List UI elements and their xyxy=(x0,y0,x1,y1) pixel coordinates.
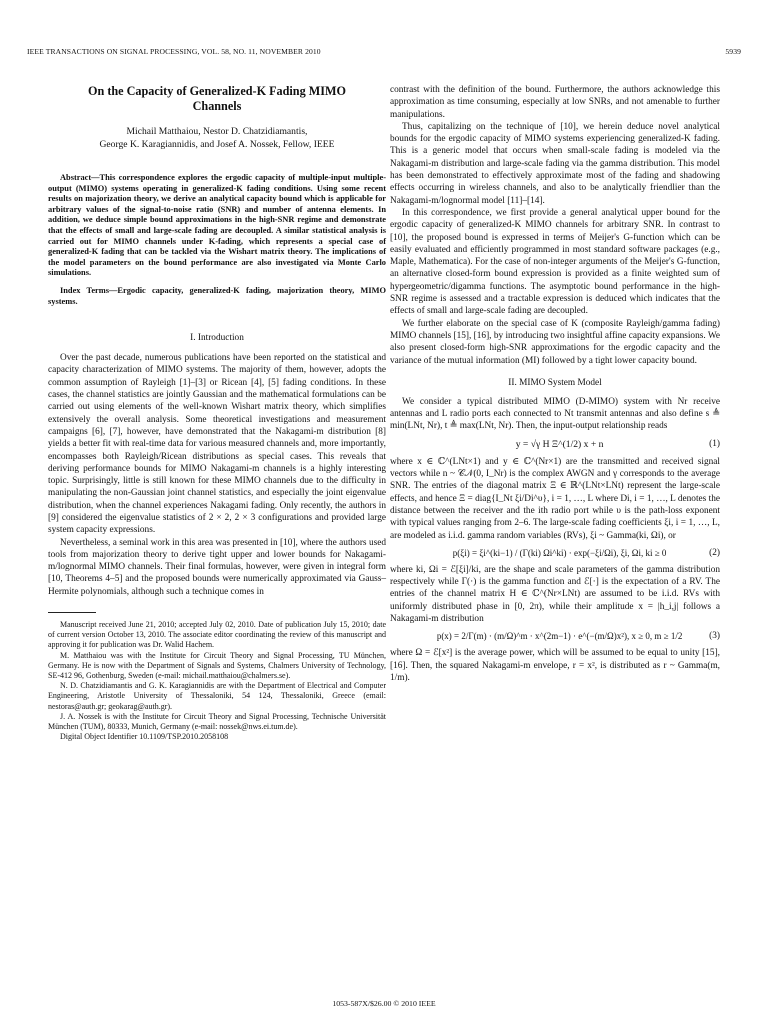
left-column xyxy=(48,84,386,743)
page-number: 5939 xyxy=(725,47,741,56)
section-heading-model: II. MIMO System Model xyxy=(508,377,602,388)
paragraph: We further elaborate on the special case of K (composite Rayleigh/gamma fading) MIMO channels [15], [16], by introducing two insightful affine capacity expansions. We also present closed-form high-SNR approximations for the ergodic capacity and the variance of the mutual information (MI) followed by a tight lower capacity bound. xyxy=(390,318,720,366)
footnote: N. D. Chatzidiamantis and G. K. Karagiannidis are with the Department of Electrical and Computer Engineering, Aristotle University of Thessaloniki, 54 124, Thessaloniki, Greece (email: nestoras@auth.gr; geokarag@auth.gr). xyxy=(48,681,386,711)
equation-body: y = √γ H Ξ^(1/2) x + n xyxy=(515,438,604,450)
paragraph: We consider a typical distributed MIMO (D-MIMO) system with Nr receive antennas and L radio ports each connected to Nt transmit antennas and also define s ≜ min(LNt, Nr), t ≜ max(LNt, Nr). Then, the input-output relationship reads xyxy=(390,396,720,432)
equation-body: p(x) = 2/Γ(m) · (m/Ω)^m · x^(2m−1) · e^(−(m/Ω)x²), x ≥ 0, m ≥ 1/2 xyxy=(436,631,683,642)
paragraph: Nevertheless, a seminal work in this area was presented in [10], where the authors used tools from majorization theory to derive tight upper and lower bounds for Nakagami-m/lognormal MIMO channels. Their final formulas, however, were given in integral form [10, Theorems 4–5] and the proposed bounds were numerically approximated via Gauss–Hermite polynomials, although such a technique comes in xyxy=(48,537,386,597)
paragraph: where ki, Ωi = ℰ[ξi]/ki, are the shape and scale parameters of the gamma distribution respectively while Γ(·) is the gamma function and ℰ[·] is the expectation of a RV. The entries of the channel matrix H ∈ ℂ^(Nr×LNt) are assumed to be i.i.d. RVs with uniformly distributed phase in [0, 2π), while their amplitude x = |h_i,j| follows a Nakagami-m distribution xyxy=(390,564,720,624)
paragraph: contrast with the definition of the bound. Furthermore, the authors acknowledge this approximation as time consuming, especially at low SNRs, and not amenable to further manipulations. xyxy=(390,85,720,120)
footnote: Manuscript received June 21, 2010; accepted July 02, 2010. Date of publication July 15, 2010; date of current version October 13, 2010. The associate editor coordinating the review of this manuscript and approving it for publication was Dr. Walid Hachem. xyxy=(48,620,386,650)
authors-line-2: George K. Karagiannidis, and Josef A. Nossek, Fellow, IEEE xyxy=(99,139,335,150)
paper-title: On the Capacity of Generalized-K Fading MIMO Channels xyxy=(88,84,346,113)
paragraph: where x ∈ ℂ^(LNt×1) and y ∈ ℂ^(Nr×1) are the transmitted and received signal vectors while n ~ 𝒞𝒩(0, I_Nr) is the complex AWGN and γ corresponds to the average SNR. The entries of the diagonal matrix Ξ ∈ ℝ^(LNt×LNt) represent the large-scale effects, and hence Ξ = diag{I_Nt ξi/Di^υ}, i = 1, …, L where Di, i = 1, …, L denotes the distance between the receiver and the ith radio port while υ is the path-loss exponent with typical values ranging from 2–6. The large-scale fading coefficients ξi, i = 1, …, L, are modeled as i.i.d. gamma random variables (RVs), ξi ~ Gamma(ki, Ωi), or xyxy=(390,456,720,541)
equation-2 xyxy=(390,548,720,558)
journal-header: IEEE TRANSACTIONS ON SIGNAL PROCESSING, VOL. 58, NO. 11, NOVEMBER 2010 xyxy=(27,47,321,56)
paragraph: In this correspondence, we first provide a general analytical upper bound for the ergodic capacity of generalized-K MIMO channels for arbitrary SNR. In contrast to [10], the proposed bound is expressed in terms of Meijer's G-function which can be easily evaluated and efficiently programmed in most standard software packages (e.g., Maple, Mathematica). For the case of non-integer arguments of the Meijer's G-function, an alternative closed-form bound expression is provided as a finite weighted sum of hypergeometric/digamma functions. The asymptotic bound performance in the high-SNR regime is assessed and a tractable expression is deduced which indicates that the effects of small and large-scale fading are decoupled. xyxy=(390,207,720,317)
equation-number: (1) xyxy=(709,439,720,450)
abstract: Abstract—This correspondence explores the ergodic capacity of multiple-input multiple-output (MIMO) systems operating in generalized-K fading conditions. Using some recent results on majorization theory, we derive an analytical capacity bound which is applicable for arbitrary values of the signal-to-noise ratio (SNR) and number of antenna elements. In addition, we deduce simple bound approximations in the high-SNR regime and demonstrate that the effects of small and large-scale fading are decoupled. A similar statistical analysis is carried out for MIMO channels under K-fading, which represents a special case of generalized-K fading that can be tackled via the Wishart matrix theory. The implications of the model parameters on the bound performance are also investigated via Monte Carlo simulations. xyxy=(48,173,386,278)
equation-body: p(ξi) = ξi^(ki−1) / (Γ(ki) Ωi^ki) · exp(−ξi/Ωi), ξi, Ωi, ki ≥ 0 xyxy=(452,547,667,558)
equation-3 xyxy=(390,631,720,641)
doi: Digital Object Identifier 10.1109/TSP.2010.2058108 xyxy=(60,732,229,742)
index-terms: Index Terms—Ergodic capacity, generalized-K fading, majorization theory, MIMO systems. xyxy=(48,285,386,306)
right-column xyxy=(390,84,720,684)
section-heading-intro: I. Introduction xyxy=(190,333,244,344)
equation-number: (3) xyxy=(709,631,720,642)
footnote: M. Matthaiou was with the Institute for Circuit Theory and Signal Processing, TU München, Germany. He is now with the Department of Signals and Systems, Chalmers University of Technology, SE-412 96, Gothenburg, Sweden (e-mail: michail.matthaiou@chalmers.se). xyxy=(48,650,386,681)
running-header xyxy=(27,47,741,56)
paragraph: where Ω = ℰ[x²] is the average power, which will be assumed to be equal to unity [15], [16]. Then, the squared Nakagami-m envelope, r = x², is distributed as r ~ Gamma(m, 1/m). xyxy=(390,648,720,683)
equation-1 xyxy=(390,439,720,450)
equation-number: (2) xyxy=(709,547,720,558)
paragraph: Over the past decade, numerous publications have been reported on the statistical and capacity characterization of MIMO systems. The majority of them, however, adopts the common assumption of Rayleigh [1]–[3] or Ricean [4], [5] fading conditions. In these cases, the channel statistics are jointly Gaussian and the mathematical formulations can be carried out using elements of the well-known Wishart matrix theory, which simplifies extensively the overall analysis. Some theoretical investigations and measurement campaigns [6], [7], however, have demonstrated that the Nakagami-m distribution [8] yields a better fit with real-time data for various measured channels and, more importantly, encompasses both Rayleigh/Ricean distributions as special cases. This reveals that deriving performance bounds for MIMO Nakagami-m channels is a highly interesting topic. Surprisingly, little is still known for these MIMO channels due to the difficulty in manipulating the non-Gaussian joint channel statistics, and especially the joint eigenvalue distribution, when the channel experiences Nakagami fading. Only recently, the authors in [9] considered the eigenvalue statistics of 2 × 2, 2 × 3 configurations and provided large system capacity expressions. xyxy=(48,353,386,536)
authors xyxy=(48,125,386,151)
footnote: J. A. Nossek is with the Institute for Circuit Theory and Signal Processing, Technische Universität München (TUM), 80333, Munich, Germany (e-mail: nossek@nws.ei.tum.de). xyxy=(48,711,386,732)
paragraph: Thus, capitalizing on the technique of [10], we herein deduce novel analytical bounds for the ergodic capacity of MIMO systems experiencing generalized-K fading. This is a generic model that occurs when small-scale fading is modeled via the Nakagami-m distribution and large-scale fading via the gamma distribution. This model has been demonstrated to effectively approximate most of the fading and shadowing effects occurring in wireless channels, and also to be analytically friendlier than the Nakagami-m/lognormal model [11]–[14]. xyxy=(390,121,720,206)
footnote-rule xyxy=(48,612,96,613)
copyright-footer: 1053-587X/$26.00 © 2010 IEEE xyxy=(332,999,436,1008)
authors-line-1: Michail Matthaiou, Nestor D. Chatzidiamantis, xyxy=(126,126,308,137)
